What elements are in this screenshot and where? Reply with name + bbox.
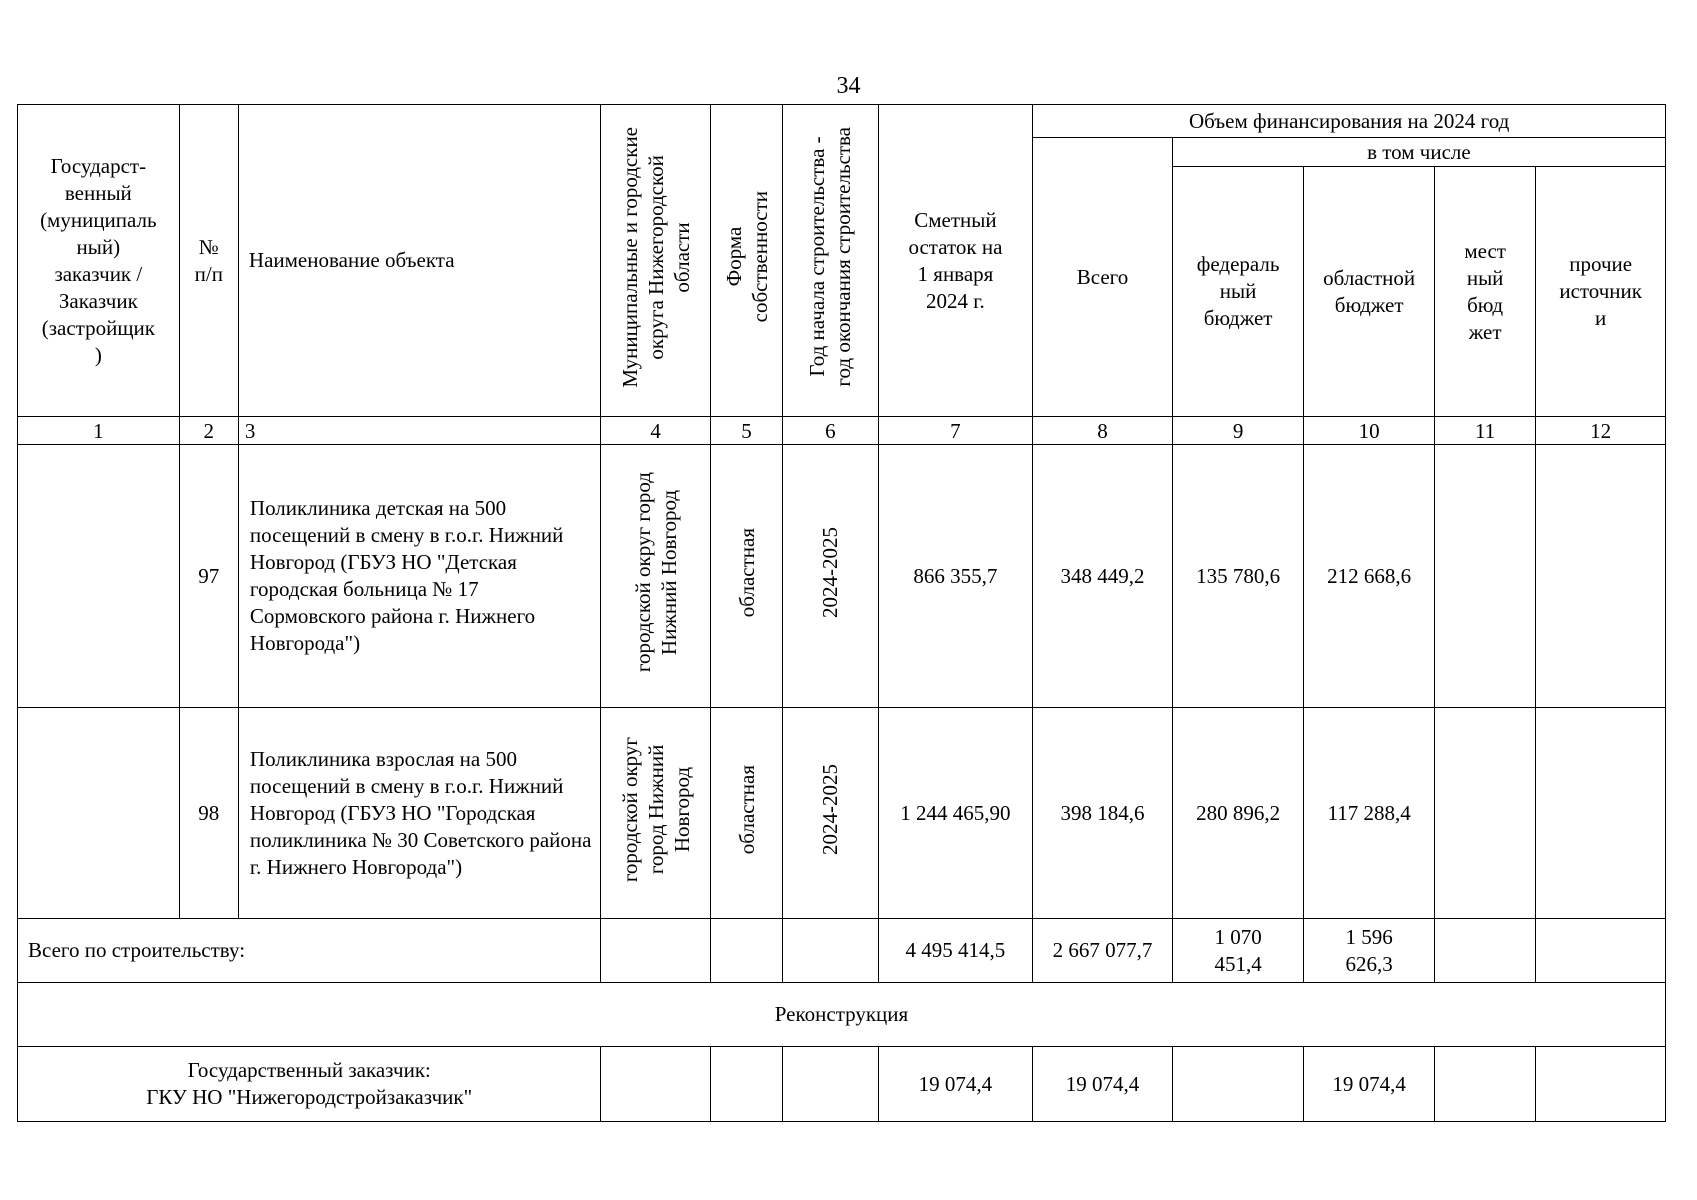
construction-total-federal: 1 070 451,4 [1172,919,1304,983]
table-row [18,708,1666,919]
row-municipality: городской округ город Нижний Новгород [601,445,710,708]
construction-total-row [18,919,1666,983]
empty-cell [783,919,878,983]
row-total: 348 449,2 [1033,445,1173,708]
empty-cell [1434,919,1535,983]
header-including: в том числе [1172,138,1665,167]
header-municipality: Муниципальные и городские округа Нижегородской области [601,105,710,417]
empty-cell [1536,919,1666,983]
column-number: 7 [878,417,1033,445]
header-total: Всего [1033,138,1173,417]
state-customer-regional: 19 074,4 [1304,1047,1435,1122]
construction-total-regional: 1 596 626,3 [1304,919,1435,983]
page-number: 34 [836,73,861,99]
column-number: 10 [1304,417,1435,445]
table-row [18,445,1666,708]
column-number: 9 [1172,417,1304,445]
row-other [1536,708,1666,919]
row-object-name: Поликлиника детская на 500 посещений в смену в г.о.г. Нижний Новгород (ГБУЗ НО "Детская городская больница № 17 Сормовского района г. Нижнего Новгорода") [238,445,601,708]
header-object-name: Наименование объекта [238,105,601,417]
empty-cell [601,919,710,983]
row-total: 398 184,6 [1033,708,1173,919]
row-estimate-balance: 1 244 465,90 [878,708,1033,919]
construction-total-label: Всего по строительству: [18,919,601,983]
state-customer-estimate: 19 074,4 [878,1047,1033,1122]
column-number: 12 [1536,417,1666,445]
row-municipality: городской округ город Нижний Новгород [601,708,710,919]
header-ownership: Форма собственности [710,105,782,417]
state-customer-label: Государственный заказчик: ГКУ НО "Нижегородстройзаказчик" [18,1047,601,1122]
header-other: прочие источник и [1536,167,1666,417]
row-num: 97 [179,445,238,708]
column-number: 11 [1434,417,1535,445]
construction-total-total: 2 667 077,7 [1033,919,1173,983]
construction-total-estimate: 4 495 414,5 [878,919,1033,983]
row-local [1434,445,1535,708]
row-customer [18,708,180,919]
section-row [18,983,1666,1047]
header-local: мест ный бюд жет [1434,167,1535,417]
state-customer-federal [1172,1047,1304,1122]
column-number: 5 [710,417,782,445]
column-number: 4 [601,417,710,445]
row-years: 2024-2025 [783,708,878,919]
empty-cell [1536,1047,1666,1122]
column-number: 2 [179,417,238,445]
column-number: 8 [1033,417,1173,445]
row-federal: 280 896,2 [1172,708,1304,919]
row-regional: 212 668,6 [1304,445,1435,708]
header-funding-volume: Объем финансирования на 2024 год [1033,105,1666,138]
empty-cell [1434,1047,1535,1122]
header-regional: областной бюджет [1304,167,1435,417]
row-estimate-balance: 866 355,7 [878,445,1033,708]
column-numbers-row [18,417,1666,445]
row-years: 2024-2025 [783,445,878,708]
header-estimate-balance: Сметный остаток на 1 января 2024 г. [878,105,1033,417]
header-federal: федераль ный бюджет [1172,167,1304,417]
header-customer: Государст- венный (муниципаль ный) заказчик / Заказчик (застройщик ) [18,105,180,417]
header-row-1 [18,105,1666,138]
row-num: 98 [179,708,238,919]
row-regional: 117 288,4 [1304,708,1435,919]
section-title: Реконструкция [18,983,1666,1047]
header-years: Год начала строительства - год окончания строительства [783,105,878,417]
row-ownership: областная [710,445,782,708]
row-ownership: областная [710,708,782,919]
empty-cell [601,1047,710,1122]
row-other [1536,445,1666,708]
column-number: 6 [783,417,878,445]
row-customer [18,445,180,708]
state-customer-row [18,1047,1666,1122]
state-customer-total: 19 074,4 [1033,1047,1173,1122]
row-local [1434,708,1535,919]
header-num: № п/п [179,105,238,417]
row-object-name: Поликлиника взрослая на 500 посещений в смену в г.о.г. Нижний Новгород (ГБУЗ НО "Городская поликлиника № 30 Советского района г. Нижнего Новгорода") [238,708,601,919]
empty-cell [783,1047,878,1122]
column-number: 3 [238,417,601,445]
empty-cell [710,1047,782,1122]
column-number: 1 [18,417,180,445]
empty-cell [710,919,782,983]
financing-table [17,104,1666,1122]
row-federal: 135 780,6 [1172,445,1304,708]
